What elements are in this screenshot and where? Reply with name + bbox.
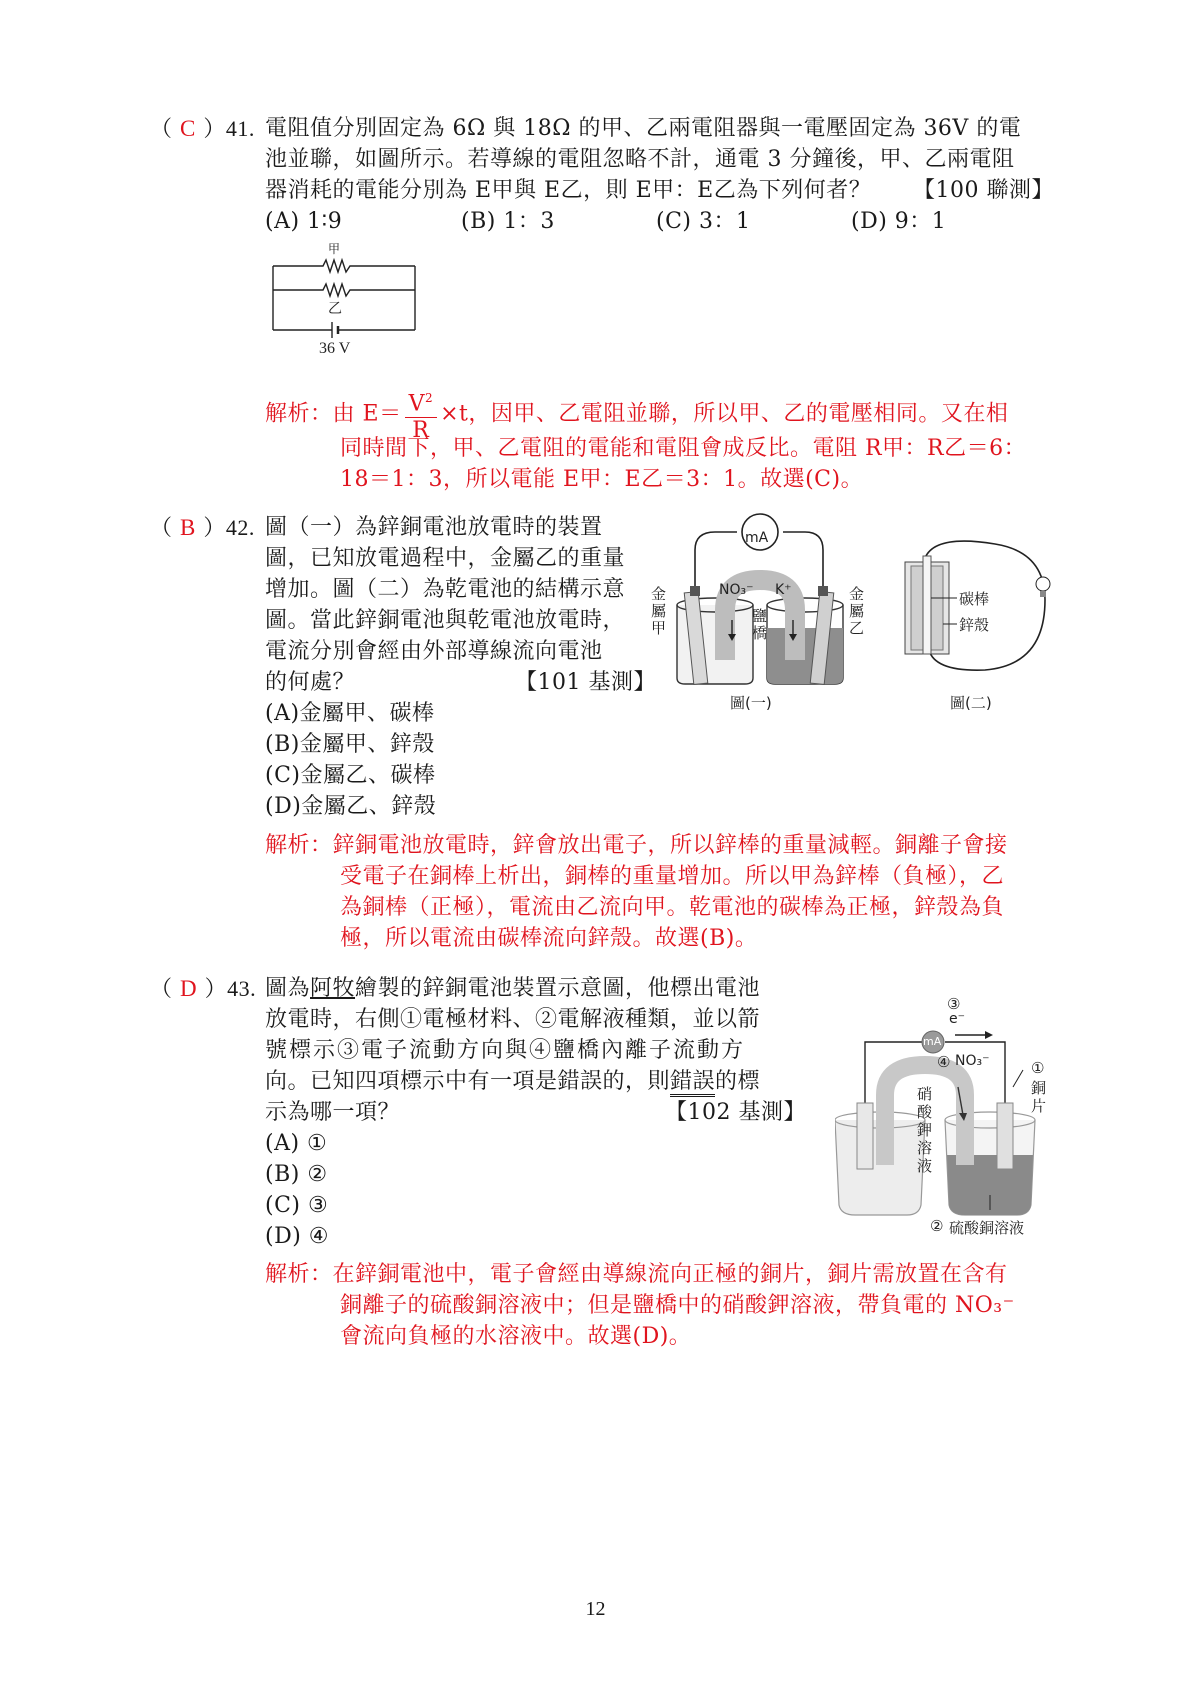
option-a: (A) 1∶9: [265, 209, 343, 234]
question-number: 42.: [225, 515, 255, 540]
zinc-shell-label: 鋅殼: [959, 616, 990, 634]
question-number: 43.: [227, 976, 257, 1001]
nitrate-ion-label: NO₃⁻: [719, 582, 754, 598]
formula-fraction: $\frac{V^2}{R}$: [405, 385, 438, 444]
metal-yi-label: 金屬乙: [849, 585, 865, 637]
carbon-rod-label: 碳棒: [959, 590, 990, 608]
circuit-diagram: [265, 240, 425, 365]
metal-jia-label: 金屬甲: [651, 585, 667, 637]
analysis-label: 解析：: [265, 401, 333, 427]
potassium-nitrate-solution-label: 硝酸鉀溶液: [917, 1085, 933, 1175]
option-c: (C)金屬乙、碳棒: [265, 763, 436, 788]
source-tag: 【101 基測】: [515, 670, 656, 695]
answer-43: D: [180, 976, 198, 1001]
analysis-41-line-2: 同時間下，甲、乙電阻的電能和電阻會成反比。電阻 R甲：R乙＝6：: [340, 436, 1027, 461]
answer-slot-43: （ D ）43.: [150, 976, 257, 1002]
option-a: (A) ①: [265, 1131, 328, 1156]
option-b: (B) 1：3: [461, 209, 555, 234]
figure-2-caption: 圖(二): [950, 694, 992, 712]
dry-cell-icon: [895, 540, 1055, 680]
copper-plate-label: 銅片: [1031, 1079, 1047, 1115]
copper-sulfate-solution-label: 硫酸銅溶液: [949, 1219, 1025, 1237]
answer-slot-41: （ C ）41.: [150, 116, 255, 142]
option-c: (C) ③: [265, 1193, 329, 1218]
question-number: 41.: [225, 116, 255, 141]
option-d: (D) 9：1: [851, 209, 947, 234]
analysis-43-line-2: 銅離子的硫酸銅溶液中；但是鹽橋中的硝酸鉀溶液，帶負電的 NO₃⁻: [340, 1293, 1015, 1318]
stem-line: 增加。圖（二）為乾電池的結構示意: [265, 577, 626, 602]
electron-label: e⁻: [949, 1011, 966, 1027]
stem-line: 圖（一）為鋅銅電池放電時的裝置: [265, 515, 603, 540]
resistor-label-jia: 甲: [328, 242, 341, 256]
option-a: (A)金屬甲、碳棒: [265, 701, 435, 726]
analysis-43-line-1: 解析：在鋅銅電池中，電子會經由導線流向正極的銅片，銅片需放置在含有: [265, 1262, 1008, 1287]
stem-line: 圖。當此鋅銅電池與乾電池放電時，: [265, 608, 626, 633]
stem-line: 池並聯，如圖所示。若導線的電阻忽略不計，通電 3 分鐘後，甲、乙兩電阻: [265, 147, 1015, 172]
stem-line: 號標示③電子流動方向與④鹽橋內離子流動方: [265, 1038, 746, 1063]
stem-line: 器消耗的電能分別為 E甲與 E乙，則 E甲：E乙為下列何者？: [265, 178, 872, 203]
stem-line: 圖，已知放電過程中，金屬乙的重量: [265, 546, 626, 571]
option-d: (D)金屬乙、鋅殼: [265, 794, 437, 819]
analysis-label: 解析：: [265, 833, 333, 858]
marker-2: ②: [930, 1217, 944, 1235]
analysis-42-line-2: 受電子在銅棒上析出，銅棒的重量增加。所以甲為鋅棒（負極），乙: [340, 864, 1005, 889]
answer-41: C: [180, 116, 196, 141]
stem-line: 的何處？: [265, 670, 356, 695]
resistor-label-yi: 乙: [328, 301, 342, 317]
answer-42: B: [180, 515, 196, 540]
option-c: (C) 3：1: [656, 209, 751, 234]
galvanic-cell-salt-bridge-icon: [835, 995, 1050, 1220]
marker-3: ③: [947, 995, 961, 1013]
analysis-label: 解析：: [265, 1262, 333, 1287]
analysis-41-line-1: 解析：由 E＝ $\frac{V^2}{R}$ ×t，因甲、乙電阻並聯，所以甲、乙的電壓相同。又在相: [265, 385, 1008, 444]
potassium-ion-label: K⁺: [775, 582, 792, 598]
person-name: 阿牧: [310, 976, 356, 1001]
stem-line: 放電時，右側①電極材料、②電解液種類，並以箭: [265, 1007, 761, 1032]
figure-43-zinc-copper-cell: [835, 995, 1050, 1245]
stem-line: 電流分別會經由外部導線流向電池: [265, 639, 603, 664]
figure-1-zinc-copper-cell: [651, 510, 865, 712]
source-tag: 【100 聯測】: [913, 178, 1054, 203]
source-tag: 【102 基測】: [665, 1100, 806, 1125]
nitrate-ion-label: NO₃⁻: [955, 1053, 990, 1069]
figure-1-caption: 圖(一): [730, 694, 772, 712]
stem-line: 圖為阿牧繪製的鋅銅電池裝置示意圖，他標出電池: [265, 976, 761, 1001]
analysis-42-line-1: 解析：鋅銅電池放電時，鋅會放出電子，所以鋅棒的重量減輕。銅離子會接: [265, 833, 1008, 858]
stem-line: 示為哪一項？: [265, 1100, 401, 1125]
analysis-43-line-3: 會流向負極的水溶液中。故選(D)。: [340, 1324, 692, 1349]
marker-4: ④: [937, 1053, 951, 1071]
option-d: (D) ④: [265, 1224, 330, 1249]
analysis-41-line-3: 18＝1：3，所以電能 E甲：E乙＝3：1。故選(C)。: [340, 467, 864, 492]
page-number: 12: [585, 1598, 606, 1620]
marker-1: ①: [1031, 1059, 1045, 1077]
battery-voltage-label: 36 V: [319, 340, 351, 357]
stem-line: 向。已知四項標示中有一項是錯誤的，則錯誤的標: [265, 1066, 760, 1097]
option-b: (B) ②: [265, 1162, 328, 1187]
analysis-42-line-3: 為銅棒（正極），電流由乙流向甲。乾電池的碳棒為正極，鋅殼為負: [340, 895, 1005, 920]
milliammeter-label: mA: [923, 1035, 942, 1048]
figure-2-dry-cell: [895, 540, 1055, 710]
answer-slot-42: （ B ）42.: [150, 515, 255, 541]
stem-line: 電阻值分別固定為 6Ω 與 18Ω 的甲、乙兩電阻器與一電壓固定為 36V 的電: [265, 116, 1022, 141]
milliammeter-label: mA: [745, 530, 769, 546]
emphasis-wrong: 錯誤: [670, 1069, 715, 1097]
salt-bridge-label: 鹽橋: [752, 607, 768, 642]
analysis-42-line-4: 極，所以電流由碳棒流向鋅殼。故選(B)。: [340, 926, 758, 951]
option-b: (B)金屬甲、鋅殼: [265, 732, 435, 757]
